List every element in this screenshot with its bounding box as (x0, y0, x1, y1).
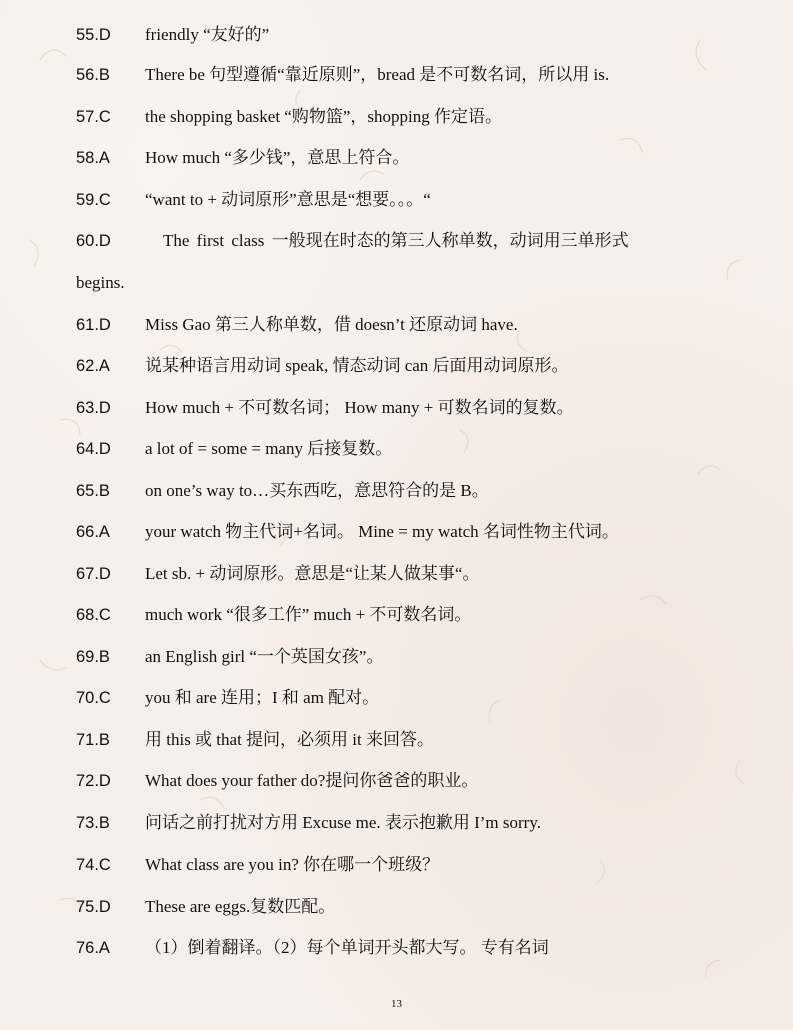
answer-row-66 (76, 517, 733, 547)
answer-row-74 (76, 850, 733, 880)
question-number: 70.C (76, 689, 111, 707)
answer-explanation: There be 句型遵循“靠近原则”，bread 是不可数名词，所以用 is. (145, 65, 610, 84)
answer-row-68 (76, 600, 733, 630)
answer-explanation: 问话之前打扰对方用 Excuse me. 表示抱歉用 I’m sorry. (145, 813, 541, 832)
answer-explanation: How much “多少钱”，意思上符合。 (145, 148, 410, 167)
answer-explanation: 说某种语言用动词 speak, 情态动词 can 后面用动词原形。 (145, 356, 569, 375)
answer-row-75 (76, 892, 733, 922)
question-number: 61.D (76, 316, 111, 334)
question-number: 63.D (76, 399, 111, 417)
question-number: 66.A (76, 523, 110, 541)
answer-explanation: on one’s way to…买东西吃，意思符合的是 B。 (145, 481, 489, 500)
answer-explanation: much work “很多工作” much + 不可数名词。 (145, 605, 472, 624)
question-number: 72.D (76, 772, 111, 790)
answer-explanation: （1）倒着翻译。（2）每个单词开头都大写。 专有名词 (145, 938, 549, 957)
answer-explanation: Miss Gao 第三人称单数，借 doesn’t 还原动词 have. (145, 315, 518, 334)
question-number: 69.B (76, 648, 110, 666)
question-number: 68.C (76, 606, 111, 624)
question-number: 75.D (76, 898, 111, 916)
answer-explanation: Let sb. + 动词原形。意思是“让某人做某事“。 (145, 564, 480, 583)
answer-explanation: the shopping basket “购物篮”，shopping 作定语。 (145, 107, 502, 126)
answer-row-60 (76, 226, 733, 256)
answer-explanation: a lot of = some = many 后接复数。 (145, 439, 393, 458)
question-number: 64.D (76, 440, 111, 458)
question-number: 73.B (76, 814, 110, 832)
answer-row-57 (76, 102, 733, 132)
answer-explanation: The first class 一般现在时态的第三人称单数，动词用三单形式 (163, 231, 629, 250)
answer-row-72 (76, 766, 733, 796)
question-number: 59.C (76, 191, 111, 209)
answer-explanation: your watch 物主代词+名词。 Mine = my watch 名词性物主代词。 (145, 522, 619, 541)
answer-row-58 (76, 143, 733, 173)
answer-row-55 (76, 20, 733, 50)
question-number: 55.D (76, 26, 111, 44)
answer-row-76 (76, 933, 733, 963)
answer-explanation: How much + 不可数名词； How many + 可数名词的复数。 (145, 398, 574, 417)
answer-row-59 (76, 185, 733, 215)
answer-explanation: an English girl “一个英国女孩”。 (145, 647, 384, 666)
answer-row-65 (76, 476, 733, 506)
question-number: 71.B (76, 731, 110, 749)
question-number: 67.D (76, 565, 111, 583)
answer-row-62 (76, 351, 733, 381)
question-number: 62.A (76, 357, 110, 375)
answer-explanation: friendly “友好的” (145, 25, 270, 44)
answer-row-71 (76, 725, 733, 755)
question-number: 58.A (76, 149, 110, 167)
answer-60-continuation: begins. (76, 273, 125, 292)
answer-row-73 (76, 808, 733, 838)
answer-row-56 (76, 60, 733, 90)
page-number: 13 (391, 998, 402, 1010)
answer-row-70 (76, 683, 733, 713)
answer-row-61 (76, 310, 733, 340)
question-number: 65.B (76, 482, 110, 500)
answer-row-64 (76, 434, 733, 464)
answer-explanation: 用 this 或 that 提问，必须用 it 来回答。 (145, 730, 434, 749)
question-number: 57.C (76, 108, 111, 126)
answer-explanation: “want to + 动词原形”意思是“想要。。。“ (145, 190, 431, 209)
answer-explanation: What class are you in? 你在哪一个班级？ (145, 855, 440, 874)
answer-explanation: These are eggs.复数匹配。 (145, 897, 336, 916)
question-number: 76.A (76, 939, 110, 957)
question-number: 56.B (76, 66, 110, 84)
answer-explanation: you 和 are 连用；I 和 am 配对。 (145, 688, 380, 707)
answer-row-67 (76, 559, 733, 589)
answer-row-69 (76, 642, 733, 672)
question-number: 60.D (76, 232, 111, 250)
answer-explanation: What does your father do?提问你爸爸的职业。 (145, 771, 479, 790)
question-number: 74.C (76, 856, 111, 874)
answer-row-63 (76, 393, 733, 423)
